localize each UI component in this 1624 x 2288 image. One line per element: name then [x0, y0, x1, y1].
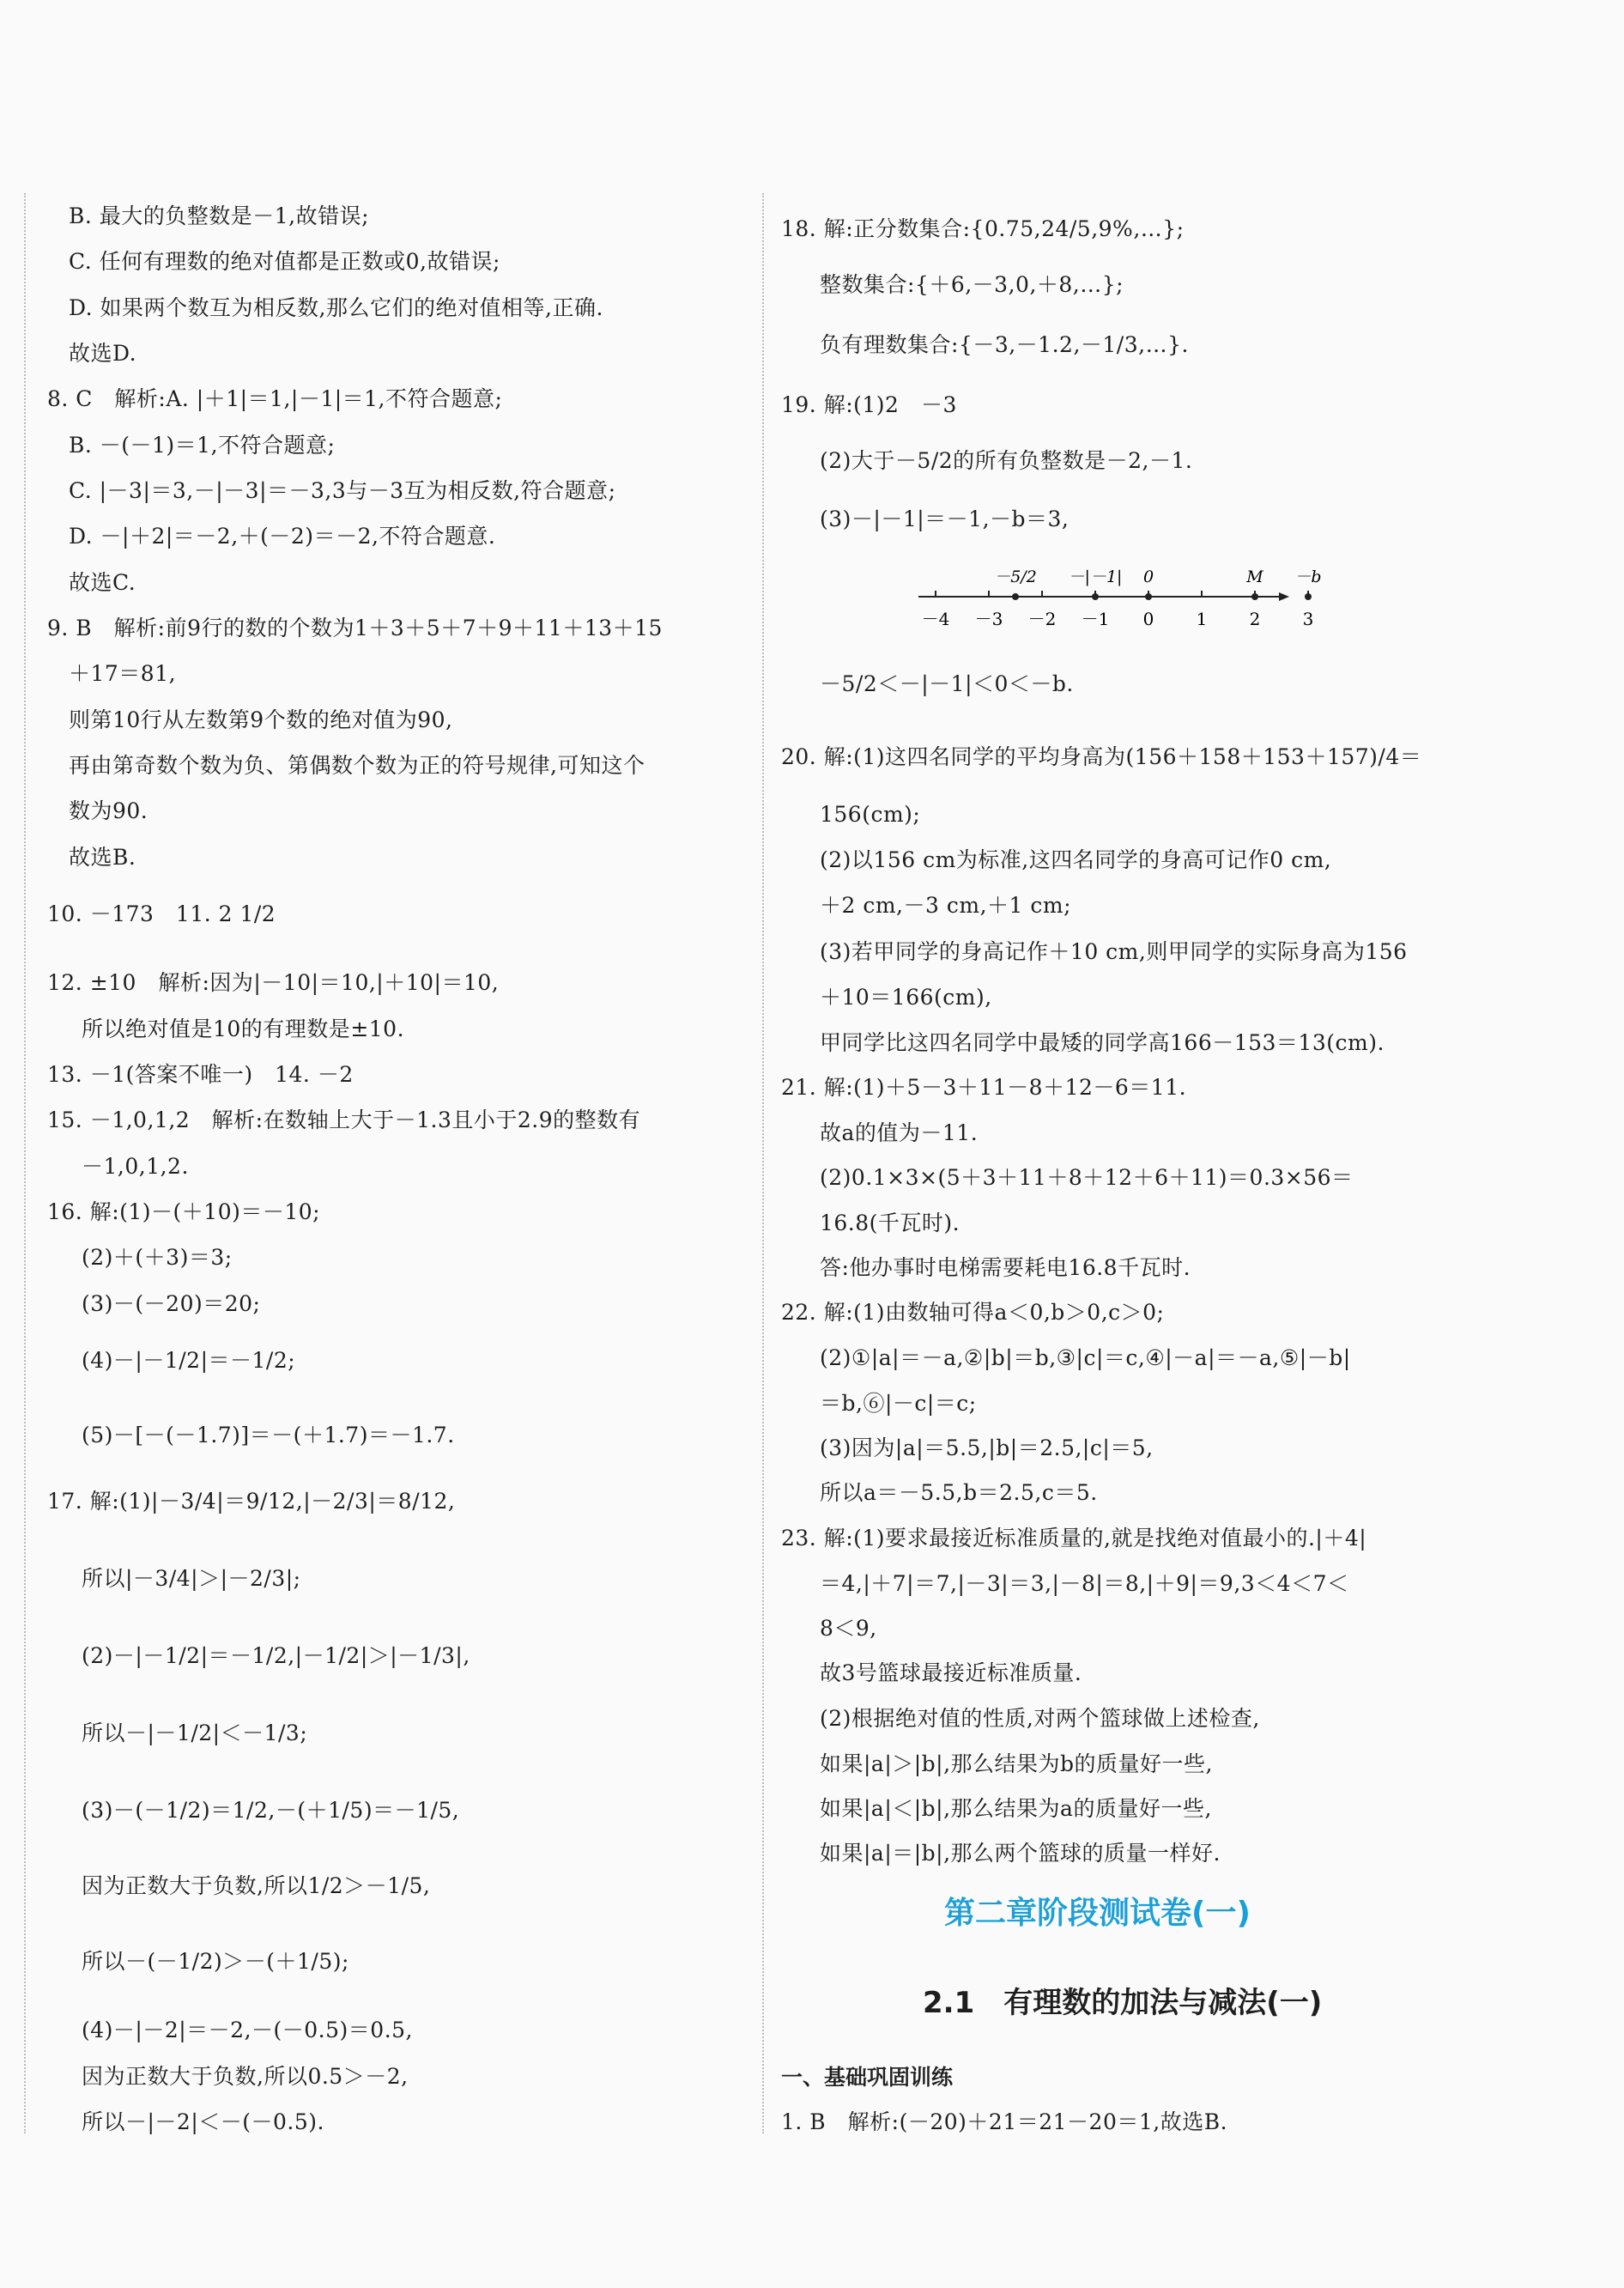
tick-label: －2 — [1027, 609, 1057, 629]
text-line: (2)0.1×3×(5＋3＋11＋8＋12＋6＋11)＝0.3×56＝ — [820, 1165, 1354, 1190]
text-line: B. －(－1)＝1,不符合题意; — [69, 433, 336, 458]
text-line: (3)－(－20)＝20; — [82, 1291, 261, 1316]
text-line: 15. －1,0,1,2 解析:在数轴上大于－1.3且小于2.9的整数有 — [47, 1108, 641, 1132]
text-line: 13. －1(答案不唯一) 14. －2 — [47, 1062, 354, 1087]
point-marker — [1145, 593, 1152, 600]
text-line: 所以a＝－5.5,b＝2.5,c＝5. — [820, 1480, 1098, 1505]
text-line: 因为正数大于负数,所以1/2＞－1/5, — [82, 1873, 431, 1898]
column-divider — [762, 193, 764, 2133]
text-line: 所以－|－2|＜－(－0.5). — [82, 2109, 324, 2134]
text-line: 156(cm); — [820, 802, 921, 827]
section-title: 2.1 有理数的加法与减法(一) — [923, 1986, 1323, 2020]
text-line: 故选B. — [69, 845, 136, 870]
text-line: (3)－|－1|＝－1,－b＝3, — [820, 507, 1070, 531]
label-group — [994, 567, 1321, 600]
subheading: 一、基础巩固训练 — [781, 2065, 954, 2090]
point-marker — [1012, 593, 1019, 600]
text-line: 19. 解:(1)2 －3 — [781, 392, 957, 417]
text-line: ＋2 cm,－3 cm,＋1 cm; — [820, 893, 1071, 918]
text-line: 故3号篮球最接近标准质量. — [820, 1660, 1082, 1685]
text-line: 23. 解:(1)要求最接近标准质量的,就是找绝对值最小的.|＋4| — [781, 1526, 1367, 1551]
tick-label: 2 — [1249, 609, 1261, 629]
text-line: (5)－[－(－1.7)]＝－(＋1.7)＝－1.7. — [82, 1423, 455, 1447]
text-line: 1. B 解析:(－20)＋21＝21－20＝1,故选B. — [781, 2109, 1228, 2134]
text-line: －1,0,1,2. — [82, 1154, 189, 1179]
text-line: 甲同学比这四名同学中最矮的同学高166－153＝13(cm). — [820, 1030, 1385, 1055]
text-line: 整数集合:{＋6,－3,0,＋8,…}; — [820, 272, 1124, 297]
text-line: (2)大于－5/2的所有负整数是－2,－1. — [820, 448, 1193, 473]
text-line: 再由第奇数个数为负、第偶数个数为正的符号规律,可知这个 — [69, 753, 645, 778]
text-line: 如果|a|＞|b|,那么结果为b的质量好一些, — [820, 1751, 1213, 1776]
number-line — [918, 558, 1322, 652]
tick-label: －1 — [1081, 609, 1110, 629]
point-label: －5/2 — [994, 567, 1037, 586]
text-line: C. 任何有理数的绝对值都是正数或0,故错误; — [69, 249, 500, 274]
point-marker — [1251, 593, 1258, 600]
text-line: 答:他办事时电梯需要耗电16.8千瓦时. — [820, 1255, 1191, 1280]
text-line: 所以－|－1/2|＜－1/3; — [82, 1721, 308, 1745]
text-line: 22. 解:(1)由数轴可得a＜0,b＞0,c＞0; — [781, 1300, 1165, 1325]
text-line: 20. 解:(1)这四名同学的平均身高为(156＋158＋153＋157)/4＝ — [781, 744, 1422, 769]
point-label: －b — [1294, 567, 1322, 586]
text-line: 则第10行从左数第9个数的绝对值为90, — [69, 707, 453, 732]
text-line: ＝b,⑥|－c|＝c; — [820, 1391, 977, 1416]
text-line: 所以绝对值是10的有理数是±10. — [82, 1017, 405, 1041]
text-line: ＝4,|＋7|＝7,|－3|＝3,|－8|＝8,|＋9|＝9,3＜4＜7＜ — [820, 1571, 1349, 1596]
arrow-head — [1279, 592, 1289, 601]
text-line: 16. 解:(1)－(＋10)＝－10; — [47, 1199, 321, 1224]
tick-label: 1 — [1196, 609, 1208, 629]
tick-label: －3 — [974, 609, 1003, 629]
text-line: (2)－|－1/2|＝－1/2,|－1/2|＞|－1/3|, — [82, 1643, 470, 1668]
tick-label: 0 — [1142, 609, 1154, 629]
text-line: 故选C. — [69, 570, 136, 595]
text-line: 所以－(－1/2)＞－(＋1/5); — [82, 1949, 349, 1974]
text-line: (3)因为|a|＝5.5,|b|＝2.5,|c|＝5, — [820, 1435, 1154, 1460]
point-marker — [1092, 593, 1099, 600]
point-label: 0 — [1142, 567, 1154, 586]
text-line: 故a的值为－11. — [820, 1120, 979, 1145]
text-line: 因为正数大于负数,所以0.5＞－2, — [82, 2064, 409, 2089]
text-line: 8. C 解析:A. |＋1|＝1,|－1|＝1,不符合题意; — [47, 386, 503, 411]
text-line: (3)－(－1/2)＝1/2,－(＋1/5)＝－1/5, — [82, 1798, 460, 1823]
text-line: D. －|＋2|＝－2,＋(－2)＝－2,不符合题意. — [69, 524, 496, 549]
text-line: 10. －173 11. 2 1/2 — [47, 901, 276, 926]
text-line: 12. ±10 解析:因为|－10|＝10,|＋10|＝10, — [47, 970, 500, 995]
text-line: B. 最大的负整数是－1,故错误; — [69, 203, 370, 228]
text-line: 负有理数集合:{－3,－1.2,－1/3,…}. — [820, 332, 1189, 357]
text-line: (4)－|－1/2|＝－1/2; — [82, 1348, 296, 1373]
text-line: 所以|－3/4|＞|－2/3|; — [82, 1566, 301, 1591]
text-line: (2)以156 cm为标准,这四名同学的身高可记作0 cm, — [820, 847, 1332, 872]
text-line: 如果|a|＜|b|,那么结果为a的质量好一些, — [820, 1796, 1212, 1821]
text-line: (3)若甲同学的身高记作＋10 cm,则甲同学的实际身高为156 — [820, 939, 1408, 964]
text-line: 18. 解:正分数集合:{0.75,24/5,9%,…}; — [781, 216, 1185, 241]
chapter-title: 第二章阶段测试卷(一) — [944, 1896, 1251, 1931]
left-margin-rule — [24, 193, 26, 2133]
text-line: 如果|a|＝|b|,那么两个篮球的质量一样好. — [820, 1841, 1221, 1866]
text-line: ＋10＝166(cm), — [820, 985, 992, 1010]
point-label: M — [1246, 567, 1263, 586]
text-line: C. |－3|＝3,－|－3|＝－3,3与－3互为相反数,符合题意; — [69, 478, 616, 503]
text-line: (2)根据绝对值的性质,对两个篮球做上述检查, — [820, 1706, 1260, 1731]
text-line: 数为90. — [69, 798, 148, 823]
text-line: 16.8(千瓦时). — [820, 1211, 960, 1235]
text-line: －5/2＜－|－1|＜0＜－b. — [820, 671, 1074, 696]
text-line: 故选D. — [69, 341, 137, 366]
text-line: 8＜9, — [820, 1616, 877, 1641]
text-line: (2)＋(＋3)＝3; — [82, 1245, 233, 1270]
text-line: ＋17＝81, — [69, 661, 177, 686]
point-label: －|－1| — [1068, 567, 1123, 586]
tick-label: －4 — [921, 609, 950, 629]
text-line: D. 如果两个数互为相反数,那么它们的绝对值相等,正确. — [69, 295, 603, 320]
text-line: 21. 解:(1)＋5－3＋11－8＋12－6＝11. — [781, 1075, 1187, 1100]
text-line: (4)－|－2|＝－2,－(－0.5)＝0.5, — [82, 2018, 413, 2042]
tick-label: 3 — [1302, 609, 1314, 629]
point-marker — [1305, 593, 1312, 600]
text-line: 17. 解:(1)|－3/4|＝9/12,|－2/3|＝8/12, — [47, 1489, 456, 1514]
text-line: (2)①|a|＝－a,②|b|＝b,③|c|＝c,④|－a|＝－a,⑤|－b| — [820, 1345, 1351, 1370]
text-line: 9. B 解析:前9行的数的个数为1＋3＋5＋7＋9＋11＋13＋15 — [47, 616, 663, 640]
